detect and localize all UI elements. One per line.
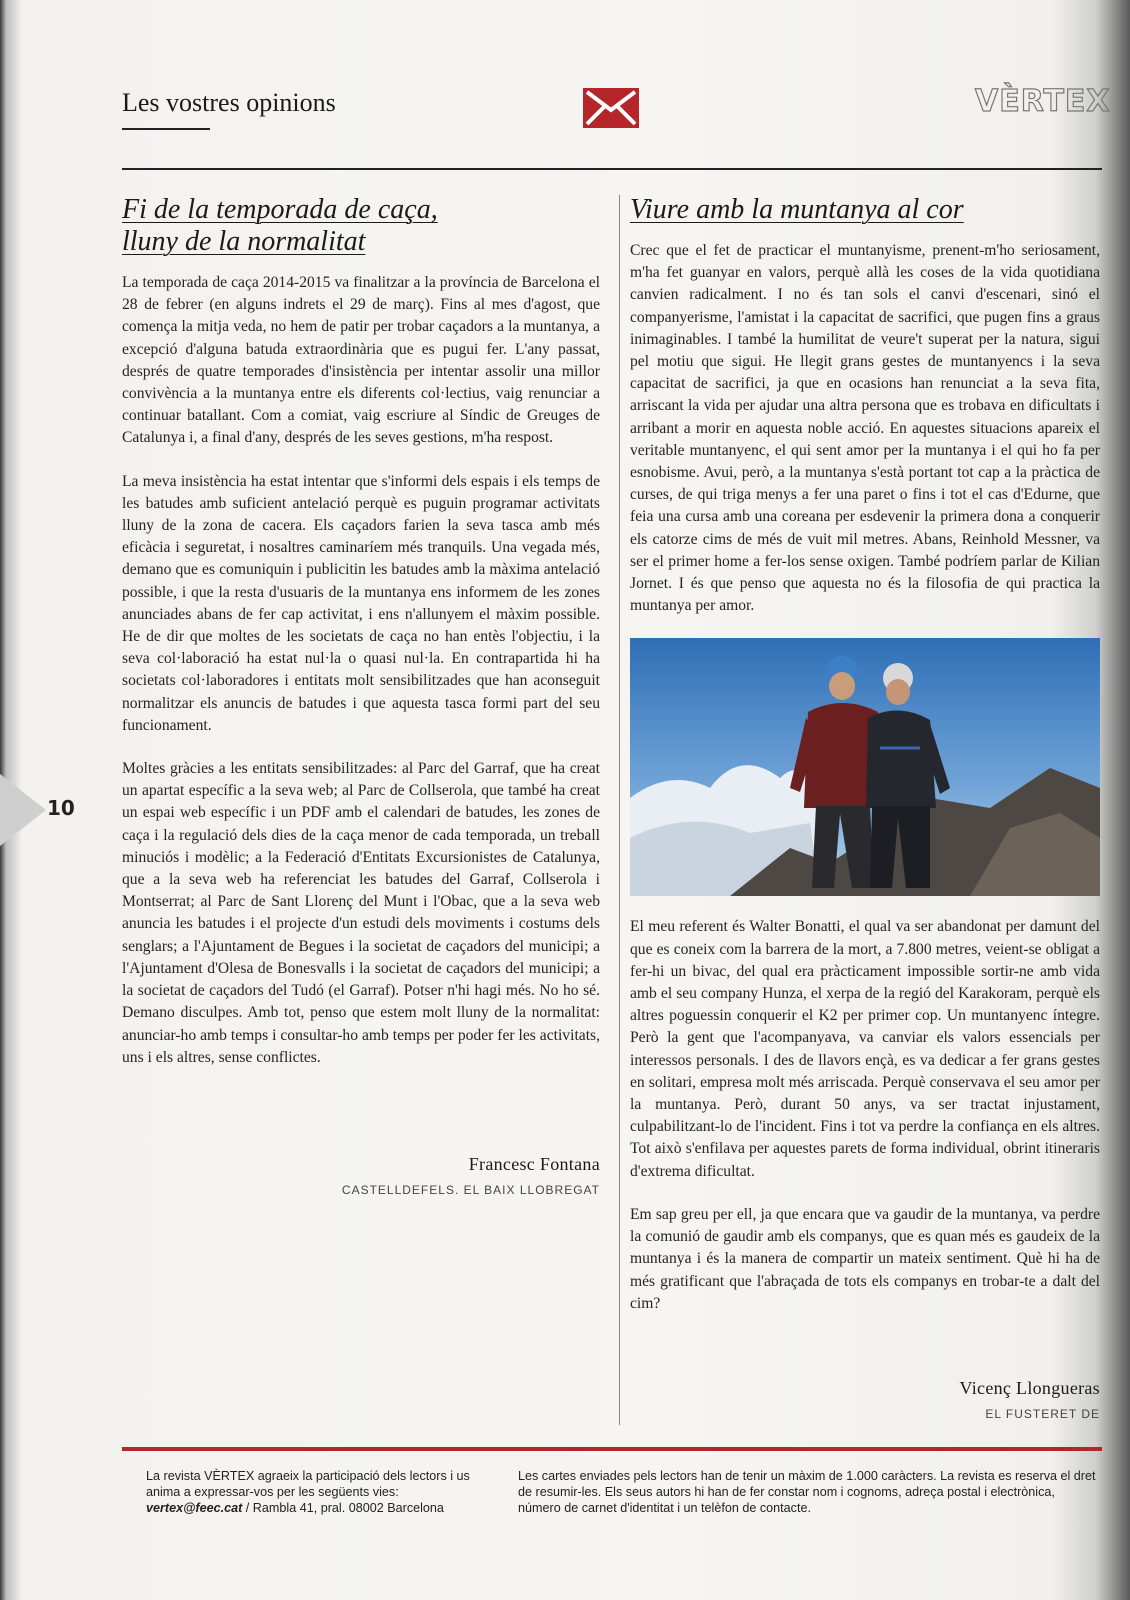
right-article bbox=[630, 194, 1100, 1336]
footer-contact-text: La revista VÈRTEX agraeix la participació dels lectors i us anima a expressar-vos per les següents vies: bbox=[146, 1469, 470, 1499]
right-paragraph-2: El meu referent és Walter Bonatti, el qual va ser abandonat per damunt del que es coneix com la barrera de la mort, a 7.800 metres, veient-se obligat a fer-hi un bivac, del qual era pràcticament impossible sortir-ne amb vida amb el seu company Hunza, el xerpa de la regió del Karakoram, perquè els altres poguessin conquerir el K2 per primer cop. Un muntanyenc íntegre. Però la gent que l'acompanyava, va canviar els valors essencials per interessos personals. I des de llavors ençà, es va dedicar a fer grans gestes en solitari, empresa molt més arriscada. Perquè conservava el seu amor per la muntanya. Però, durant 50 anys, va ser tractat injustament, culpabilitzant-lo de l'incident. Fins i tot va perdre la confiança en els altres. Tot això s'enfilava per aquestes parets de forma individual, obrint itineraris d'extrema dificultat. bbox=[630, 918, 1100, 1180]
right-paragraph-3: Em sap greu per ell, ja que encara que va gaudir de la muntanya, va perdre la comunió de gaudir amb els companys, que es quan més es gaudeix de la muntanya i és la manera de compartir un mateix sentiment. Què hi ha de més gratificant que l'abraçada de tots els companys en trobar-te a dalt del cim? bbox=[630, 1205, 1100, 1312]
left-article bbox=[122, 194, 600, 1090]
left-paragraph-2: La meva insistència ha estat intentar que s'informi dels espais i els temps de les batudes amb suficient antelació perquè es puguin programar activitats lluny de la zona de cacera. Els caçadors farien la seva tasca amb més eficàcia i seguretat, i nosaltres caminaríem més tranquils. Una vegada més, demano que es comuniquin i publicitin les batudes amb la màxima antelació possible, i que la resta d'usuaris de la muntanya ens informem de les zones anunciades abans de fer cap activitat, i ens n'allunyem el màxim possible. He de dir que moltes de les societats de caça no han entès l'objectiu, i la seva col·laboració ha estat nul·la o quasi nul·la. En contrapartida hi ha societats col·laboradores i entitats molt sensibilitzades que han aconseguit normalitzar els anuncis de batudes i que aquesta tasca formi part del seu funcionament. bbox=[122, 472, 600, 734]
climbers-photo-illustration bbox=[630, 638, 1100, 896]
envelope-icon bbox=[583, 88, 639, 128]
column-divider bbox=[619, 195, 620, 1425]
climbers-photo bbox=[630, 638, 1100, 896]
page-number: 10 bbox=[47, 796, 75, 820]
left-author-location: CASTELLDEFELS. EL BAIX LLOBREGAT bbox=[341, 1183, 600, 1197]
header-rule bbox=[122, 168, 1102, 170]
right-article-title: Viure amb la muntanya al cor bbox=[630, 194, 964, 225]
footer-rule bbox=[122, 1447, 1102, 1451]
right-author-block bbox=[630, 1378, 1100, 1421]
page-number-tab bbox=[0, 774, 46, 846]
right-author-name: Vicenç Llongueras bbox=[959, 1378, 1100, 1398]
footer-email: vertex@feec.cat bbox=[146, 1501, 243, 1515]
left-author-name: Francesc Fontana bbox=[468, 1154, 600, 1174]
footer-contact bbox=[146, 1468, 486, 1516]
vertex-logo: VÈRTEX bbox=[975, 84, 1111, 119]
section-title: Les vostres opinions bbox=[122, 88, 336, 117]
left-paragraph-3: Moltes gràcies a les entitats sensibilitzades: al Parc del Garraf, que ha creat un apartat específic a la seva web; al Parc de Collserola, que també ha creat un espai web específic i un PDF amb el calendari de batudes, les zones de caça i la regulació dels dies de la caça menor de cada temporada, un treball minuciós i modèlic; a la Federació d'Entitats Excursionistes de Catalunya, que a la seva web ha referenciat les batudes del Garraf, Collserola i Montserrat; al Parc de Sant Llorenç del Munt i l'Obac, que a la seva web anuncia les batudes i el projecte d'un estudi dels moviments i costums dels senglars; a l'Ajuntament de Begues i la societat de caçadors del municipi; a l'Ajuntament d'Olesa de Bonesvalls i la societat de caçadors del municipi; a la societat de caçadors del Tudó (el Garraf). Potser n'hi hagi més. No ho sé. Demano disculpes. Amb tot, penso que estem molt lluny de la normalitat: anunciar-ho amb temps i consultar-ho amb temps per poder fer les activitats, uns i els altres, sense conflictes. bbox=[122, 760, 600, 1066]
right-paragraph-1: Crec que el fet de practicar el muntanyisme, prenent-m'ho seriosament, m'ha fet guanyar en valors, perquè allà les coses de la vida quotidiana canvien radicalment. I no és tan sols el canvi d'escenari, sinó el companyerisme, l'amistat i la capacitat de sacrifici, que pugen fins a graus inimaginables. I també la humilitat de veure't superat per la natura, sigui pel motiu que sigui. He llegit grans gestes de muntanyencs i la seva capacitat de sacrifici, ja que en ocasions han renunciat a la seva fita, arriscant la vida per ajudar una altra persona que es trobava en dificultats i arribant a morir en aquesta noble acció. En aquestes situacions apareix el veritable muntanyenc, el qui sent amor per la muntanya i el qui ho fa per esnobisme. Avui, però, a la muntanya s'està portant tot cap a la pràctica de curses, de qui triga menys a fer una paret o fins i tot el cas d'Edurne, que feia una cursa amb una coreana per esdevenir la primera dona a conquerir els catorze cims de més de vuit mil metres. Abans, Reinhold Messner, va ser el primer home a fer-los sense oxigen. També podríem parlar de Kilian Jornet. I és que penso que aquesta no és la filosofia de qui practica la muntanya per amor. bbox=[630, 242, 1100, 615]
right-author-location: EL FUSTERET DE bbox=[985, 1407, 1100, 1421]
footer-address: / Rambla 41, pral. 08002 Barcelona bbox=[242, 1501, 444, 1515]
left-paragraph-1: La temporada de caça 2014-2015 va finalitzar a la província de Barcelona el 28 de febrer (en alguns indrets el 29 de març). Fins al mes d'agost, que comença la mitja veda, no hem de patir per trobar caçadors a la muntanya, a excepció d'alguna batuda extraordinària que es pugui fer. L'any passat, després de quatre temporades d'insistència per intentar assolir una millor convivència a la muntanya entre els diferents col·lectius, vaig renunciar a continuar batallant. Com a comiat, vaig escriure al Síndic de Greuges de Catalunya i, a final d'any, després de les seves gestions, m'ha respost. bbox=[122, 274, 600, 447]
footer-submission-rules: Les cartes enviades pels lectors han de tenir un màxim de 1.000 caràcters. La revista es reserva el dret de resumir-les. Els seus autors hi han de fer constar nom i cognoms, adreça postal i electrònica, número de carnet d'identitat i un telèfon de contacte. bbox=[518, 1469, 1096, 1515]
left-author-block bbox=[122, 1154, 600, 1197]
left-article-title: Fi de la temporada de caça, lluny de la normalitat bbox=[122, 194, 438, 257]
section-title-underline bbox=[122, 128, 210, 130]
